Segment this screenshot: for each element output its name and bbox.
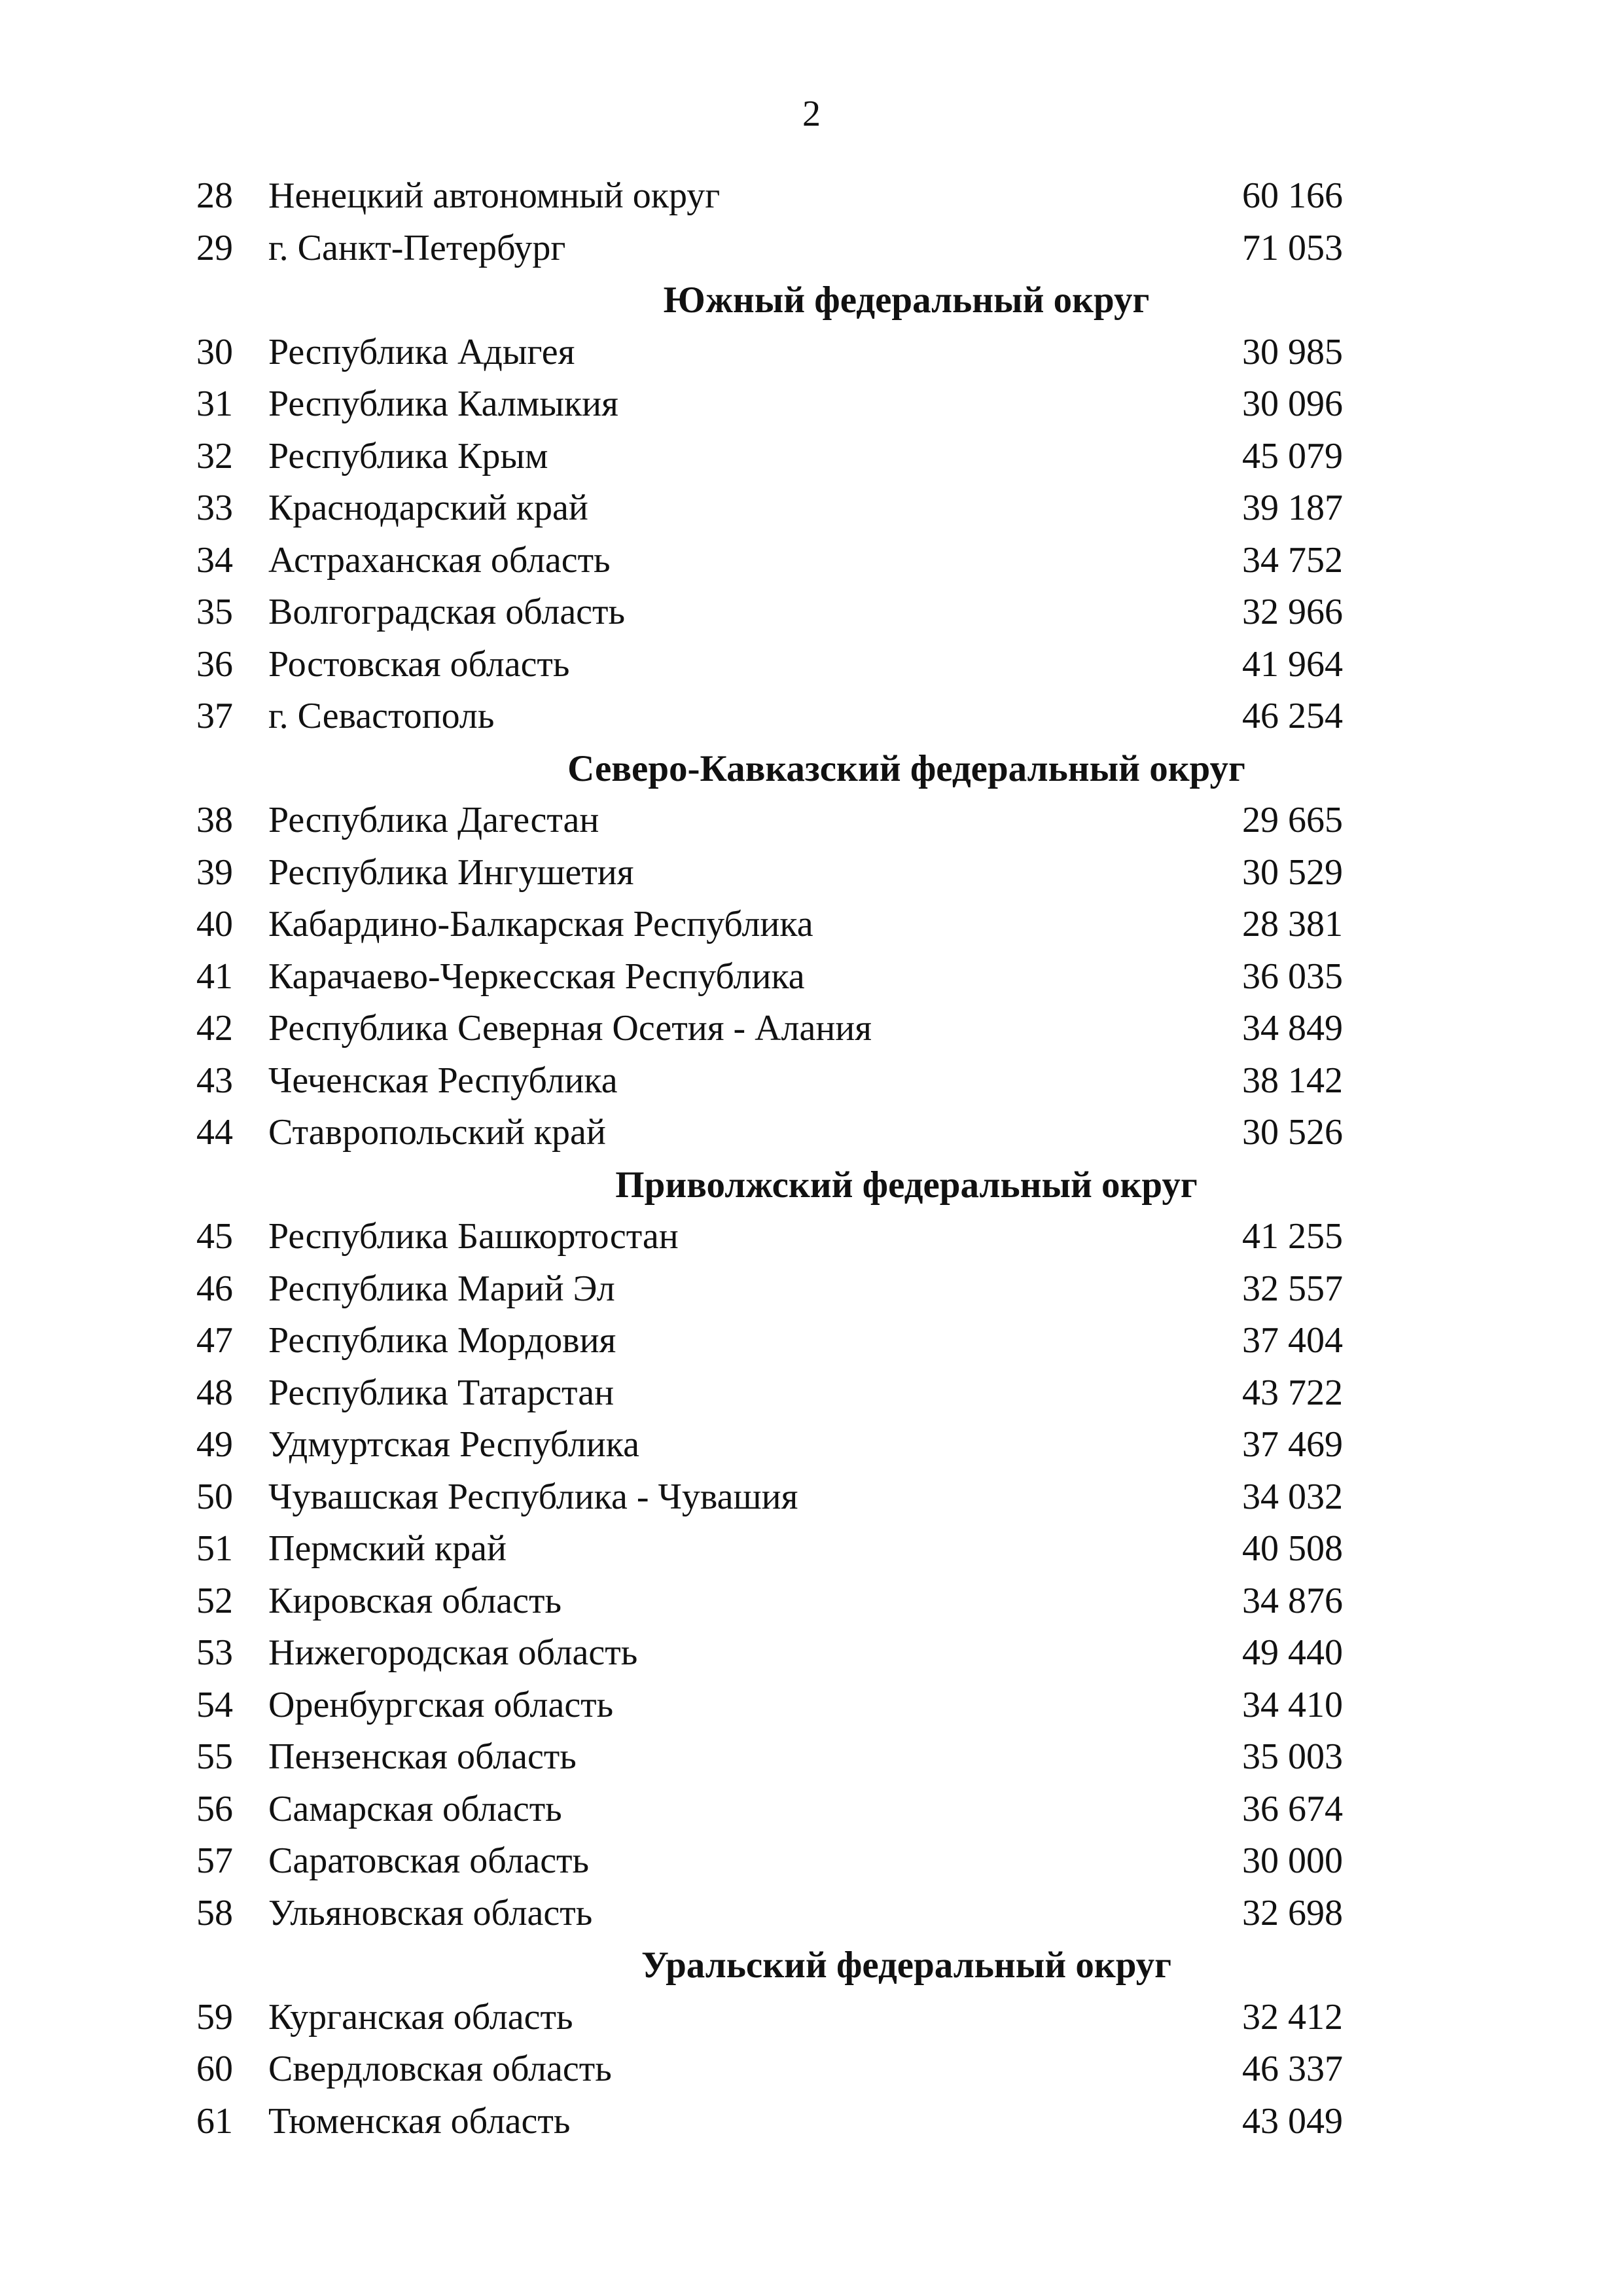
row-number: 52 [196, 1580, 233, 1621]
row-number: 33 [196, 488, 233, 528]
region-value: 45 079 [1242, 435, 1343, 476]
table-row [0, 1315, 1623, 1367]
table-row [0, 1263, 1623, 1316]
region-value: 34 849 [1242, 1008, 1343, 1049]
region-name: Республика Башкортостан [268, 1216, 679, 1257]
region-name: Тюменская область [268, 2100, 571, 2142]
region-name: г. Санкт-Петербург [268, 227, 566, 268]
row-number: 51 [196, 1528, 233, 1569]
region-value: 32 557 [1242, 1268, 1343, 1309]
row-number: 50 [196, 1476, 233, 1517]
table-row [0, 327, 1623, 379]
region-name: Пермский край [268, 1528, 507, 1569]
region-table [0, 170, 1623, 2147]
table-row [0, 691, 1623, 743]
table-row [0, 1835, 1623, 1888]
region-value: 28 381 [1242, 904, 1343, 944]
row-number: 54 [196, 1684, 233, 1725]
district-heading: Южный федеральный округ [663, 279, 1150, 321]
region-value: 30 000 [1242, 1840, 1343, 1881]
row-number: 32 [196, 435, 233, 476]
table-row [0, 586, 1623, 639]
row-number: 55 [196, 1736, 233, 1777]
region-name: Ростовская область [268, 643, 570, 685]
table-row [0, 899, 1623, 951]
region-name: Республика Дагестан [268, 800, 599, 840]
region-value: 34 032 [1242, 1476, 1343, 1517]
region-value: 46 254 [1242, 696, 1343, 736]
region-name: Республика Ингушетия [268, 852, 634, 893]
district-heading: Уральский федеральный округ [641, 1945, 1172, 1986]
row-number: 37 [196, 696, 233, 736]
row-number: 40 [196, 904, 233, 944]
region-value: 32 698 [1242, 1892, 1343, 1933]
row-number: 58 [196, 1892, 233, 1933]
table-row [0, 1627, 1623, 1679]
region-value: 32 412 [1242, 1996, 1343, 2037]
row-number: 39 [196, 852, 233, 893]
district-heading: Северо-Кавказский федеральный округ [567, 747, 1245, 789]
region-value: 38 142 [1242, 1060, 1343, 1101]
page-number: 2 [802, 94, 821, 134]
table-row [0, 1211, 1623, 1263]
table-row [0, 1888, 1623, 1940]
table-row [0, 1003, 1623, 1055]
table-row [0, 170, 1623, 223]
row-number: 44 [196, 1112, 233, 1153]
table-row [0, 1055, 1623, 1107]
region-name: Астраханская область [268, 539, 611, 581]
region-name: Республика Марий Эл [268, 1268, 615, 1309]
table-row [0, 1784, 1623, 1836]
row-number: 30 [196, 331, 233, 372]
region-name: Нижегородская область [268, 1632, 638, 1673]
region-name: Республика Адыгея [268, 331, 575, 372]
table-row [0, 1471, 1623, 1524]
region-value: 29 665 [1242, 800, 1343, 840]
row-number: 45 [196, 1216, 233, 1257]
table-row [0, 482, 1623, 535]
region-value: 30 096 [1242, 384, 1343, 424]
row-number: 29 [196, 227, 233, 268]
region-value: 43 722 [1242, 1372, 1343, 1413]
row-number: 38 [196, 800, 233, 840]
table-row [0, 378, 1623, 431]
table-row [0, 1523, 1623, 1575]
region-name: г. Севастополь [268, 696, 495, 736]
region-value: 34 410 [1242, 1684, 1343, 1725]
region-name: Самарская область [268, 1788, 562, 1829]
row-number: 48 [196, 1372, 233, 1413]
row-number: 42 [196, 1008, 233, 1049]
region-value: 39 187 [1242, 488, 1343, 528]
row-number: 49 [196, 1424, 233, 1465]
table-row [0, 223, 1623, 275]
row-number: 59 [196, 1996, 233, 2037]
region-value: 60 166 [1242, 175, 1343, 216]
table-row [0, 1679, 1623, 1732]
region-name: Чувашская Республика - Чувашия [268, 1476, 798, 1517]
row-number: 43 [196, 1060, 233, 1101]
region-name: Республика Татарстан [268, 1372, 615, 1413]
row-number: 36 [196, 643, 233, 685]
region-value: 46 337 [1242, 2049, 1343, 2089]
table-row [0, 2043, 1623, 2096]
table-row [0, 431, 1623, 483]
region-value: 36 035 [1242, 956, 1343, 997]
region-value: 71 053 [1242, 227, 1343, 268]
region-value: 30 985 [1242, 331, 1343, 372]
region-value: 43 049 [1242, 2100, 1343, 2142]
region-value: 37 469 [1242, 1424, 1343, 1465]
region-name: Карачаево-Черкесская Республика [268, 956, 805, 997]
table-row [0, 1575, 1623, 1628]
region-name: Республика Мордовия [268, 1320, 616, 1361]
region-name: Кировская область [268, 1580, 562, 1621]
region-name: Республика Калмыкия [268, 384, 618, 424]
region-value: 36 674 [1242, 1788, 1343, 1829]
row-number: 56 [196, 1788, 233, 1829]
region-value: 49 440 [1242, 1632, 1343, 1673]
region-name: Республика Северная Осетия - Алания [268, 1008, 872, 1049]
row-number: 47 [196, 1320, 233, 1361]
region-value: 34 752 [1242, 539, 1343, 581]
region-name: Оренбургская область [268, 1684, 614, 1725]
region-name: Кабардино-Балкарская Республика [268, 904, 813, 944]
region-name: Пензенская область [268, 1736, 577, 1777]
table-row [0, 535, 1623, 587]
region-name: Ульяновская область [268, 1892, 593, 1933]
row-number: 28 [196, 175, 233, 216]
region-value: 40 508 [1242, 1528, 1343, 1569]
district-heading: Приволжский федеральный округ [615, 1164, 1198, 1206]
region-value: 30 529 [1242, 852, 1343, 893]
region-value: 34 876 [1242, 1580, 1343, 1621]
region-value: 37 404 [1242, 1320, 1343, 1361]
row-number: 53 [196, 1632, 233, 1673]
region-value: 32 966 [1242, 592, 1343, 632]
row-number: 57 [196, 1840, 233, 1881]
row-number: 41 [196, 956, 233, 997]
row-number: 60 [196, 2049, 233, 2089]
table-row [0, 1992, 1623, 2044]
region-value: 35 003 [1242, 1736, 1343, 1777]
region-name: Ненецкий автономный округ [268, 175, 721, 216]
row-number: 46 [196, 1268, 233, 1309]
region-name: Саратовская область [268, 1840, 590, 1881]
region-value: 41 964 [1242, 643, 1343, 685]
table-row [0, 2096, 1623, 2148]
region-value: 30 526 [1242, 1112, 1343, 1153]
table-row [0, 847, 1623, 899]
region-name: Волгоградская область [268, 592, 626, 632]
row-number: 35 [196, 592, 233, 632]
table-row [0, 1367, 1623, 1420]
table-row [0, 951, 1623, 1003]
row-number: 61 [196, 2100, 233, 2142]
row-number: 31 [196, 384, 233, 424]
region-name: Свердловская область [268, 2049, 612, 2089]
table-row [0, 639, 1623, 691]
table-row [0, 1731, 1623, 1784]
region-name: Курганская область [268, 1996, 573, 2037]
region-name: Удмуртская Республика [268, 1424, 639, 1465]
region-name: Краснодарский край [268, 488, 588, 528]
table-row [0, 795, 1623, 847]
region-value: 41 255 [1242, 1216, 1343, 1257]
table-row [0, 1107, 1623, 1159]
region-name: Чеченская Республика [268, 1060, 618, 1101]
table-row [0, 1419, 1623, 1471]
region-name: Ставропольский край [268, 1112, 606, 1153]
row-number: 34 [196, 539, 233, 581]
region-name: Республика Крым [268, 435, 548, 476]
